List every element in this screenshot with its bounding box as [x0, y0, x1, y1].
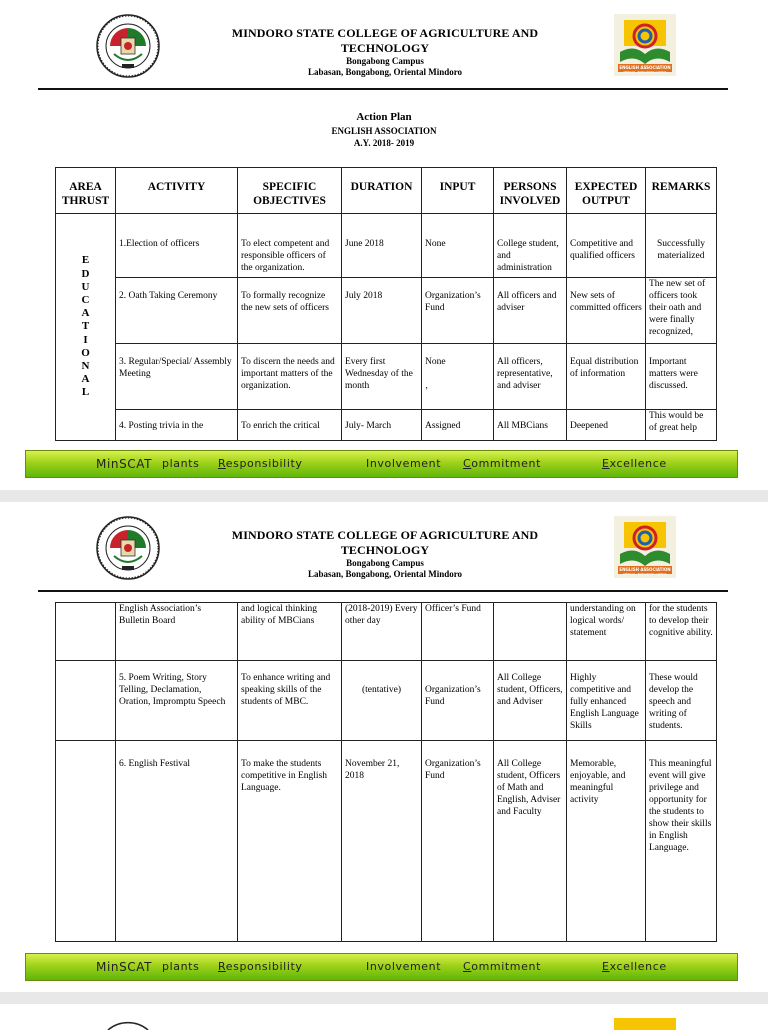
letterhead	[0, 0, 768, 90]
footer-commitment: Commitment	[463, 960, 541, 973]
activity-cell: 2. Oath Taking Ceremony	[116, 278, 238, 344]
remarks-cell: These would develop the speech and writing of students.	[646, 661, 717, 741]
table-row	[56, 741, 717, 942]
activity-cell: 3. Regular/Special/ Assembly Meeting	[116, 344, 238, 410]
objectives-cell: To discern the needs and important matters of the organization.	[238, 344, 342, 410]
output-cell: Competitive and qualified officers	[567, 214, 646, 278]
activity-cell: 1.Election of officers	[116, 214, 238, 278]
english-association-logo-icon	[614, 1018, 676, 1030]
footer-involvement: Involvement	[366, 457, 442, 470]
remarks-cell: Successfully materialized	[646, 214, 717, 278]
header-output: EXPECTED OUTPUT	[567, 168, 646, 214]
duration-cell: November 21, 2018	[342, 741, 422, 942]
objectives-cell: To formally recognize the new sets of officers	[238, 278, 342, 344]
persons-cell: All MBCians	[494, 410, 567, 441]
duration-cell: Every first Wednesday of the month	[342, 344, 422, 410]
page-2	[0, 502, 768, 992]
output-cell: New sets of committed officers	[567, 278, 646, 344]
objectives-cell: To make the students competitive in English Language.	[238, 741, 342, 942]
duration-cell: (tentative)	[342, 661, 422, 741]
input-cell: Assigned	[422, 410, 494, 441]
objectives-cell: To enhance writing and speaking skills of the students of MBC.	[238, 661, 342, 741]
svg-text:MINSCAT - BONGABONG CAMPUS: MINSCAT - BONGABONG CAMPUS	[623, 573, 667, 576]
footer-responsibility: Responsibility	[218, 960, 303, 973]
letterhead	[0, 502, 768, 592]
table-row	[56, 344, 717, 410]
footer-commitment: Commitment	[463, 457, 541, 470]
header-rule	[38, 590, 728, 592]
input-cell: Organization’s Fund	[422, 278, 494, 344]
college-name: MINDORO STATE COLLEGE OF AGRICULTURE AND TECHNOLOGY	[231, 528, 539, 557]
table-row	[56, 278, 717, 344]
college-seal-icon	[96, 516, 160, 580]
objectives-cell: To elect competent and responsible officers of the organization.	[238, 214, 342, 278]
footer-plants: plants	[162, 960, 200, 973]
remarks-cell: This meaningful event will give privilege and opportunity for the students to show their skills in English Language.	[646, 741, 717, 942]
action-plan-table	[55, 167, 717, 441]
persons-cell	[494, 603, 567, 661]
svg-text:ENGLISH ASSOCIATION: ENGLISH ASSOCIATION	[619, 567, 671, 572]
input-cell: None ‚	[422, 344, 494, 410]
svg-text:MINSCAT - BONGABONG CAMPUS: MINSCAT - BONGABONG CAMPUS	[623, 71, 667, 74]
objectives-cell: To enrich the critical	[238, 410, 342, 441]
persons-cell: All College student, Officers of Math and English, Adviser and Faculty	[494, 741, 567, 942]
header-input: INPUT	[422, 168, 494, 214]
page-1	[0, 0, 768, 490]
plan-title-block	[0, 110, 768, 149]
page-3-partial	[0, 1004, 768, 1034]
college-seal-icon	[96, 14, 160, 78]
duration-cell: July 2018	[342, 278, 422, 344]
remarks-cell: The new set of officers took their oath and were finally recognized,	[646, 278, 717, 344]
input-cell: Organization’s Fund	[422, 741, 494, 942]
plan-year: A.Y. 2018- 2019	[353, 138, 415, 148]
campus-address: Labasan, Bongabong, Oriental Mindoro	[307, 67, 463, 77]
college-name: MINDORO STATE COLLEGE OF AGRICULTURE AND TECHNOLOGY	[231, 26, 539, 55]
header-objectives: SPECIFIC OBJECTIVES	[238, 168, 342, 214]
header-rule	[38, 88, 728, 90]
area-thrust-cell	[56, 603, 116, 661]
footer-minscat: MinSCAT	[96, 960, 153, 974]
header-activity: ACTIVITY	[116, 168, 238, 214]
footer-excellence: Excellence	[602, 457, 667, 470]
persons-cell: All officers, representative, and adviser	[494, 344, 567, 410]
campus-address: Labasan, Bongabong, Oriental Mindoro	[307, 569, 463, 579]
persons-cell: All College student, Officers, and Adviser	[494, 661, 567, 741]
motto-footer	[25, 953, 738, 981]
footer-excellence: Excellence	[602, 960, 667, 973]
header-persons: PERSONS INVOLVED	[494, 168, 567, 214]
footer-involvement: Involvement	[366, 960, 442, 973]
english-association-logo-icon	[614, 516, 676, 578]
action-plan-table-continued	[55, 602, 717, 942]
motto-footer	[25, 450, 738, 478]
area-thrust-cell	[56, 741, 116, 942]
output-cell: Memorable, enjoyable, and meaningful activity	[567, 741, 646, 942]
campus-name: Bongabong Campus	[346, 558, 424, 568]
activity-cell: 4. Posting trivia in the	[116, 410, 238, 441]
table-header-row	[56, 168, 717, 214]
college-seal-icon	[96, 1018, 160, 1030]
letterhead-text	[190, 26, 580, 78]
letterhead-text	[190, 528, 580, 580]
persons-cell: All officers and adviser	[494, 278, 567, 344]
remarks-cell: for the students to develop their cognitive ability.	[646, 603, 717, 661]
footer-plants: plants	[162, 457, 200, 470]
table-row	[56, 410, 717, 441]
duration-cell: June 2018	[342, 214, 422, 278]
output-cell: Highly competitive and fully enhanced English Language Skills	[567, 661, 646, 741]
remarks-cell: This would be of great help	[646, 410, 717, 441]
input-cell: Officer’s Fund	[422, 603, 494, 661]
activity-cell: 5. Poem Writing, Story Telling, Declamation, Oration, Impromptu Speech	[116, 661, 238, 741]
plan-title: Action Plan	[356, 111, 412, 123]
output-cell: Deepened	[567, 410, 646, 441]
output-cell: Equal distribution of information	[567, 344, 646, 410]
header-remarks: REMARKS	[646, 168, 717, 214]
duration-cell: (2018-2019) Every other day	[342, 603, 422, 661]
output-cell: understanding on logical words/ statement	[567, 603, 646, 661]
input-cell: Organization’s Fund	[422, 661, 494, 741]
table-row	[56, 603, 717, 661]
plan-org: ENGLISH ASSOCIATION	[331, 126, 437, 136]
input-cell: None	[422, 214, 494, 278]
english-association-logo-icon	[614, 14, 676, 76]
header-area-thrust: AREA THRUST	[56, 168, 116, 214]
area-thrust-cell: E D U C A T I O N A L	[56, 214, 116, 441]
svg-text:ENGLISH ASSOCIATION: ENGLISH ASSOCIATION	[619, 65, 671, 70]
footer-responsibility: Responsibility	[218, 457, 303, 470]
objectives-cell: and logical thinking ability of MBCians	[238, 603, 342, 661]
persons-cell: College student, and administration	[494, 214, 567, 278]
area-thrust-cell	[56, 661, 116, 741]
header-duration: DURATION	[342, 168, 422, 214]
footer-minscat: MinSCAT	[96, 457, 153, 471]
table-row	[56, 214, 717, 278]
remarks-cell: Important matters were discussed.	[646, 344, 717, 410]
activity-cell: English Association’s Bulletin Board	[116, 603, 238, 661]
table-row	[56, 661, 717, 741]
duration-cell: July- March	[342, 410, 422, 441]
activity-cell: 6. English Festival	[116, 741, 238, 942]
campus-name: Bongabong Campus	[346, 56, 424, 66]
